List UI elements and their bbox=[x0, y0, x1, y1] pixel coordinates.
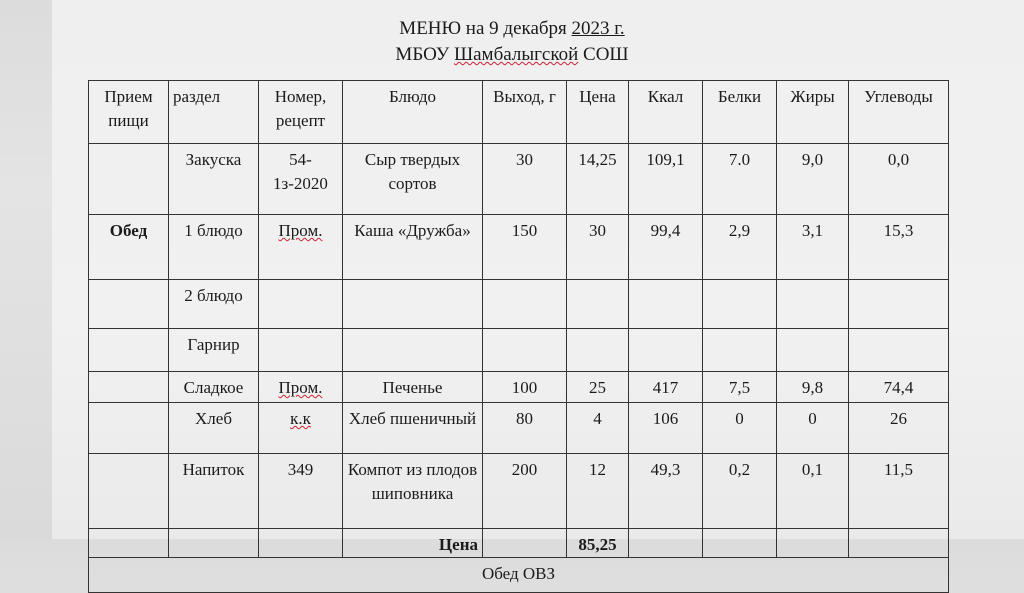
cell-section: 2 блюдо bbox=[169, 280, 259, 329]
cell-price: 25 bbox=[567, 372, 629, 403]
total-label: Цена bbox=[343, 529, 483, 558]
cell-dish: Компот из плодов шиповника bbox=[343, 454, 483, 529]
cell-kcal: 109,1 bbox=[629, 144, 703, 215]
cell-meal bbox=[89, 280, 169, 329]
table-row bbox=[89, 329, 949, 372]
document-title bbox=[0, 18, 1024, 40]
cell-meal bbox=[89, 403, 169, 454]
cell-weight: 100 bbox=[483, 372, 567, 403]
cell-section: Закуска bbox=[169, 144, 259, 215]
header-fat: Жиры bbox=[777, 81, 849, 144]
school-suffix: СОШ bbox=[578, 44, 629, 65]
header-kcal: Ккал bbox=[629, 81, 703, 144]
table-row bbox=[89, 454, 949, 529]
cell-price bbox=[567, 329, 629, 372]
header-row bbox=[89, 81, 949, 144]
cell-meal bbox=[89, 329, 169, 372]
cell-kcal bbox=[629, 329, 703, 372]
footer-row bbox=[89, 558, 949, 593]
cell-weight: 150 bbox=[483, 215, 567, 280]
cell-fat bbox=[777, 329, 849, 372]
cell-protein: 0 bbox=[703, 403, 777, 454]
cell-kcal: 106 bbox=[629, 403, 703, 454]
header-section: раздел bbox=[169, 81, 259, 144]
cell-section: Напиток bbox=[169, 454, 259, 529]
cell-kcal bbox=[629, 280, 703, 329]
cell-weight bbox=[483, 280, 567, 329]
cell-weight: 200 bbox=[483, 454, 567, 529]
cell-carbs: 11,5 bbox=[849, 454, 949, 529]
cell-recipe bbox=[259, 329, 343, 372]
cell-dish: Каша «Дружба» bbox=[343, 215, 483, 280]
cell-recipe: Пром. bbox=[259, 372, 343, 403]
title-text: МЕНЮ на 9 декабря bbox=[399, 18, 572, 39]
title-year: 2023 г. bbox=[571, 18, 625, 39]
table-row bbox=[89, 403, 949, 454]
cell-section: Гарнир bbox=[169, 329, 259, 372]
header-weight: Выход, г bbox=[483, 81, 567, 144]
school-prefix: МБОУ bbox=[395, 44, 454, 65]
cell-price: 4 bbox=[567, 403, 629, 454]
school-name bbox=[0, 44, 1024, 66]
cell-recipe bbox=[259, 280, 343, 329]
cell-protein: 0,2 bbox=[703, 454, 777, 529]
header-protein: Белки bbox=[703, 81, 777, 144]
cell-meal bbox=[89, 372, 169, 403]
cell-dish: Хлеб пшеничный bbox=[343, 403, 483, 454]
header-price: Цена bbox=[567, 81, 629, 144]
total-value: 85,25 bbox=[567, 529, 629, 558]
table-row bbox=[89, 215, 949, 280]
header-recipe: Номер, рецепт bbox=[259, 81, 343, 144]
cell-price: 30 bbox=[567, 215, 629, 280]
cell-weight: 30 bbox=[483, 144, 567, 215]
cell-fat bbox=[777, 280, 849, 329]
cell-dish bbox=[343, 329, 483, 372]
cell-fat: 9,8 bbox=[777, 372, 849, 403]
cell-meal bbox=[89, 144, 169, 215]
header-dish: Блюдо bbox=[343, 81, 483, 144]
cell-protein: 7,5 bbox=[703, 372, 777, 403]
cell-protein bbox=[703, 329, 777, 372]
cell-carbs bbox=[849, 280, 949, 329]
menu-table bbox=[88, 80, 949, 593]
cell-section: Сладкое bbox=[169, 372, 259, 403]
cell-protein bbox=[703, 280, 777, 329]
header-carbs: Углеводы bbox=[849, 81, 949, 144]
cell-protein: 2,9 bbox=[703, 215, 777, 280]
cell-carbs: 26 bbox=[849, 403, 949, 454]
cell-kcal: 99,4 bbox=[629, 215, 703, 280]
cell-price bbox=[567, 280, 629, 329]
cell-meal bbox=[89, 454, 169, 529]
cell-carbs: 74,4 bbox=[849, 372, 949, 403]
cell-price: 12 bbox=[567, 454, 629, 529]
table-row bbox=[89, 144, 949, 215]
cell-meal: Обед bbox=[89, 215, 169, 280]
school-village: Шамбалыгской bbox=[453, 44, 579, 65]
table-row bbox=[89, 280, 949, 329]
table-row bbox=[89, 372, 949, 403]
cell-carbs: 0,0 bbox=[849, 144, 949, 215]
cell-price: 14,25 bbox=[567, 144, 629, 215]
cell-protein: 7.0 bbox=[703, 144, 777, 215]
cell-dish bbox=[343, 280, 483, 329]
cell-fat: 0 bbox=[777, 403, 849, 454]
cell-fat: 9,0 bbox=[777, 144, 849, 215]
footer-label: Обед ОВЗ bbox=[89, 558, 949, 593]
cell-weight: 80 bbox=[483, 403, 567, 454]
cell-kcal: 417 bbox=[629, 372, 703, 403]
cell-kcal: 49,3 bbox=[629, 454, 703, 529]
cell-recipe: к.к bbox=[259, 403, 343, 454]
cell-fat: 3,1 bbox=[777, 215, 849, 280]
total-row bbox=[89, 529, 949, 558]
cell-carbs: 15,3 bbox=[849, 215, 949, 280]
cell-carbs bbox=[849, 329, 949, 372]
cell-section: Хлеб bbox=[169, 403, 259, 454]
cell-fat: 0,1 bbox=[777, 454, 849, 529]
cell-dish: Печенье bbox=[343, 372, 483, 403]
cell-weight bbox=[483, 329, 567, 372]
cell-section: 1 блюдо bbox=[169, 215, 259, 280]
cell-recipe: Пром. bbox=[259, 215, 343, 280]
cell-recipe: 349 bbox=[259, 454, 343, 529]
cell-recipe: 54-1з-2020 bbox=[259, 144, 343, 215]
header-meal: Прием пищи bbox=[89, 81, 169, 144]
cell-dish: Сыр твердых сортов bbox=[343, 144, 483, 215]
